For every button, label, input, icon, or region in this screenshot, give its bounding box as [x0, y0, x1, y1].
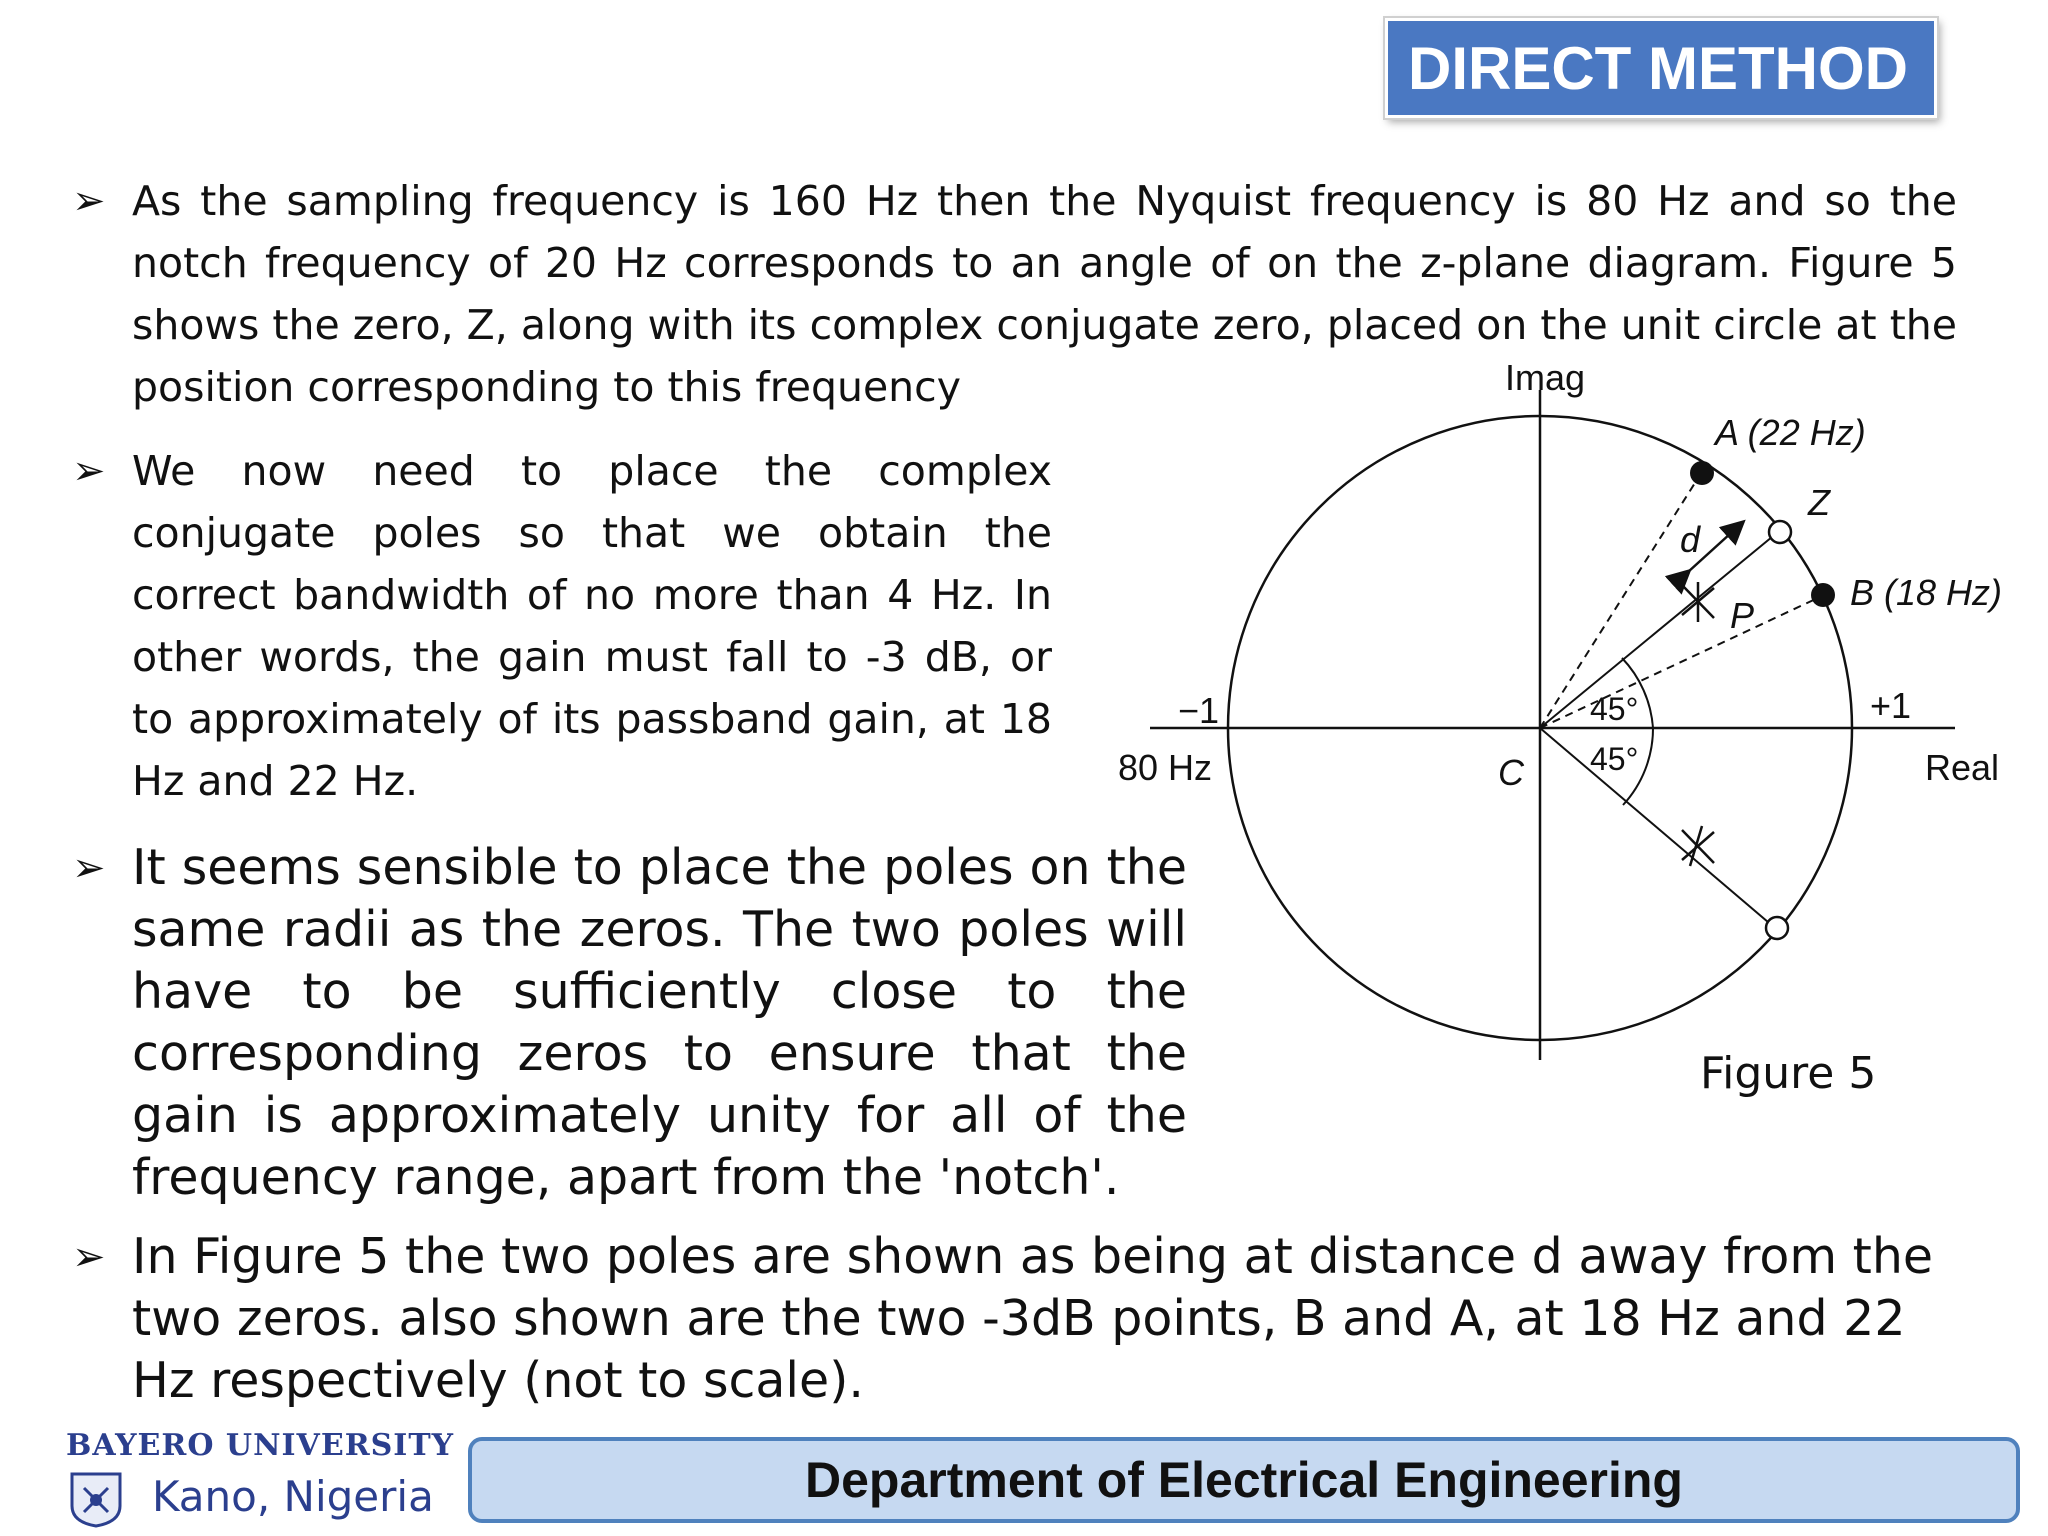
university-logo — [60, 1428, 460, 1528]
point-b-marker — [1811, 583, 1835, 607]
slide-title-box — [1385, 18, 1937, 118]
bullet-text-1: As the sampling frequency is 160 Hz then the Nyquist frequency is 80 Hz and so the notch frequency of 20 Hz corresponds to an angle of on the z-plane diagram. Figure 5 shows the zero, Z, along with its complex conjugate zero, placed on the unit circle at the position corresponding to this frequency — [132, 177, 1957, 411]
point-a-label: A (22 Hz) — [1715, 412, 1866, 453]
bullet-item-2 — [72, 440, 1061, 812]
bullet-arrow-icon: ➢ — [72, 178, 106, 224]
center-label: C — [1498, 752, 1524, 793]
university-name: BAYERO UNIVERSITY — [66, 1428, 455, 1463]
angle-upper-label: 45° — [1590, 691, 1639, 727]
plus-one-label: +1 — [1870, 685, 1912, 726]
point-b-label: B (18 Hz) — [1850, 572, 2003, 613]
distance-label: d — [1680, 519, 1701, 560]
bullet-item-3 — [72, 837, 1196, 1209]
bullet-text-3: It seems sensible to place the poles on the same radii as the zeros. The two poles will have to be sufficiently close to the corresponding zeros to ensure that the gain is approximately unity for all of the frequency range, apart from the 'notch'. — [132, 839, 1187, 1206]
zero-lower-marker — [1766, 917, 1788, 939]
imag-label: Imag — [1505, 360, 1586, 398]
z-plane-diagram — [1110, 360, 2040, 1080]
point-a-marker — [1690, 461, 1714, 485]
department-name: Department of Electrical Engineering — [805, 1452, 1683, 1508]
university-location: Kano, Nigeria — [152, 1472, 434, 1521]
zero-label: Z — [1808, 482, 1830, 523]
bullet-text-4: In Figure 5 the two poles are shown as being at distance d away from the two zeros. also shown are the two -3dB points, B and A, at 18 Hz and 22 Hz respectively (not to scale). — [132, 1228, 1934, 1409]
bullet-arrow-icon: ➢ — [72, 448, 106, 494]
minus-one-label: −1 — [1178, 690, 1220, 731]
pole-label: P — [1730, 595, 1755, 636]
radius-lower-zero — [1540, 728, 1775, 928]
footer-department-bar — [468, 1437, 2020, 1523]
nyquist-label: 80 Hz — [1118, 747, 1213, 788]
zero-upper-marker — [1769, 521, 1791, 543]
angle-lower-label: 45° — [1590, 741, 1639, 777]
bullet-arrow-icon: ➢ — [72, 1234, 106, 1280]
bullet-arrow-icon: ➢ — [72, 845, 106, 891]
dashed-line-b — [1540, 596, 1822, 728]
figure-caption: Figure 5 — [1700, 1048, 1877, 1099]
university-seal-icon — [66, 1468, 126, 1528]
bullet-text-2: We now need to place the complex conjugate poles so that we obtain the correct bandwidth of no more than 4 Hz. In other words, the gain must fall to -3 dB, or to approximately of its passband gain, at 18 Hz and 22 Hz. — [132, 447, 1052, 805]
bullet-item-4 — [72, 1226, 1966, 1412]
real-label: Real — [1925, 747, 2000, 788]
slide-title: DIRECT METHOD — [1408, 34, 1908, 102]
pole-lower-marker — [1682, 826, 1714, 866]
